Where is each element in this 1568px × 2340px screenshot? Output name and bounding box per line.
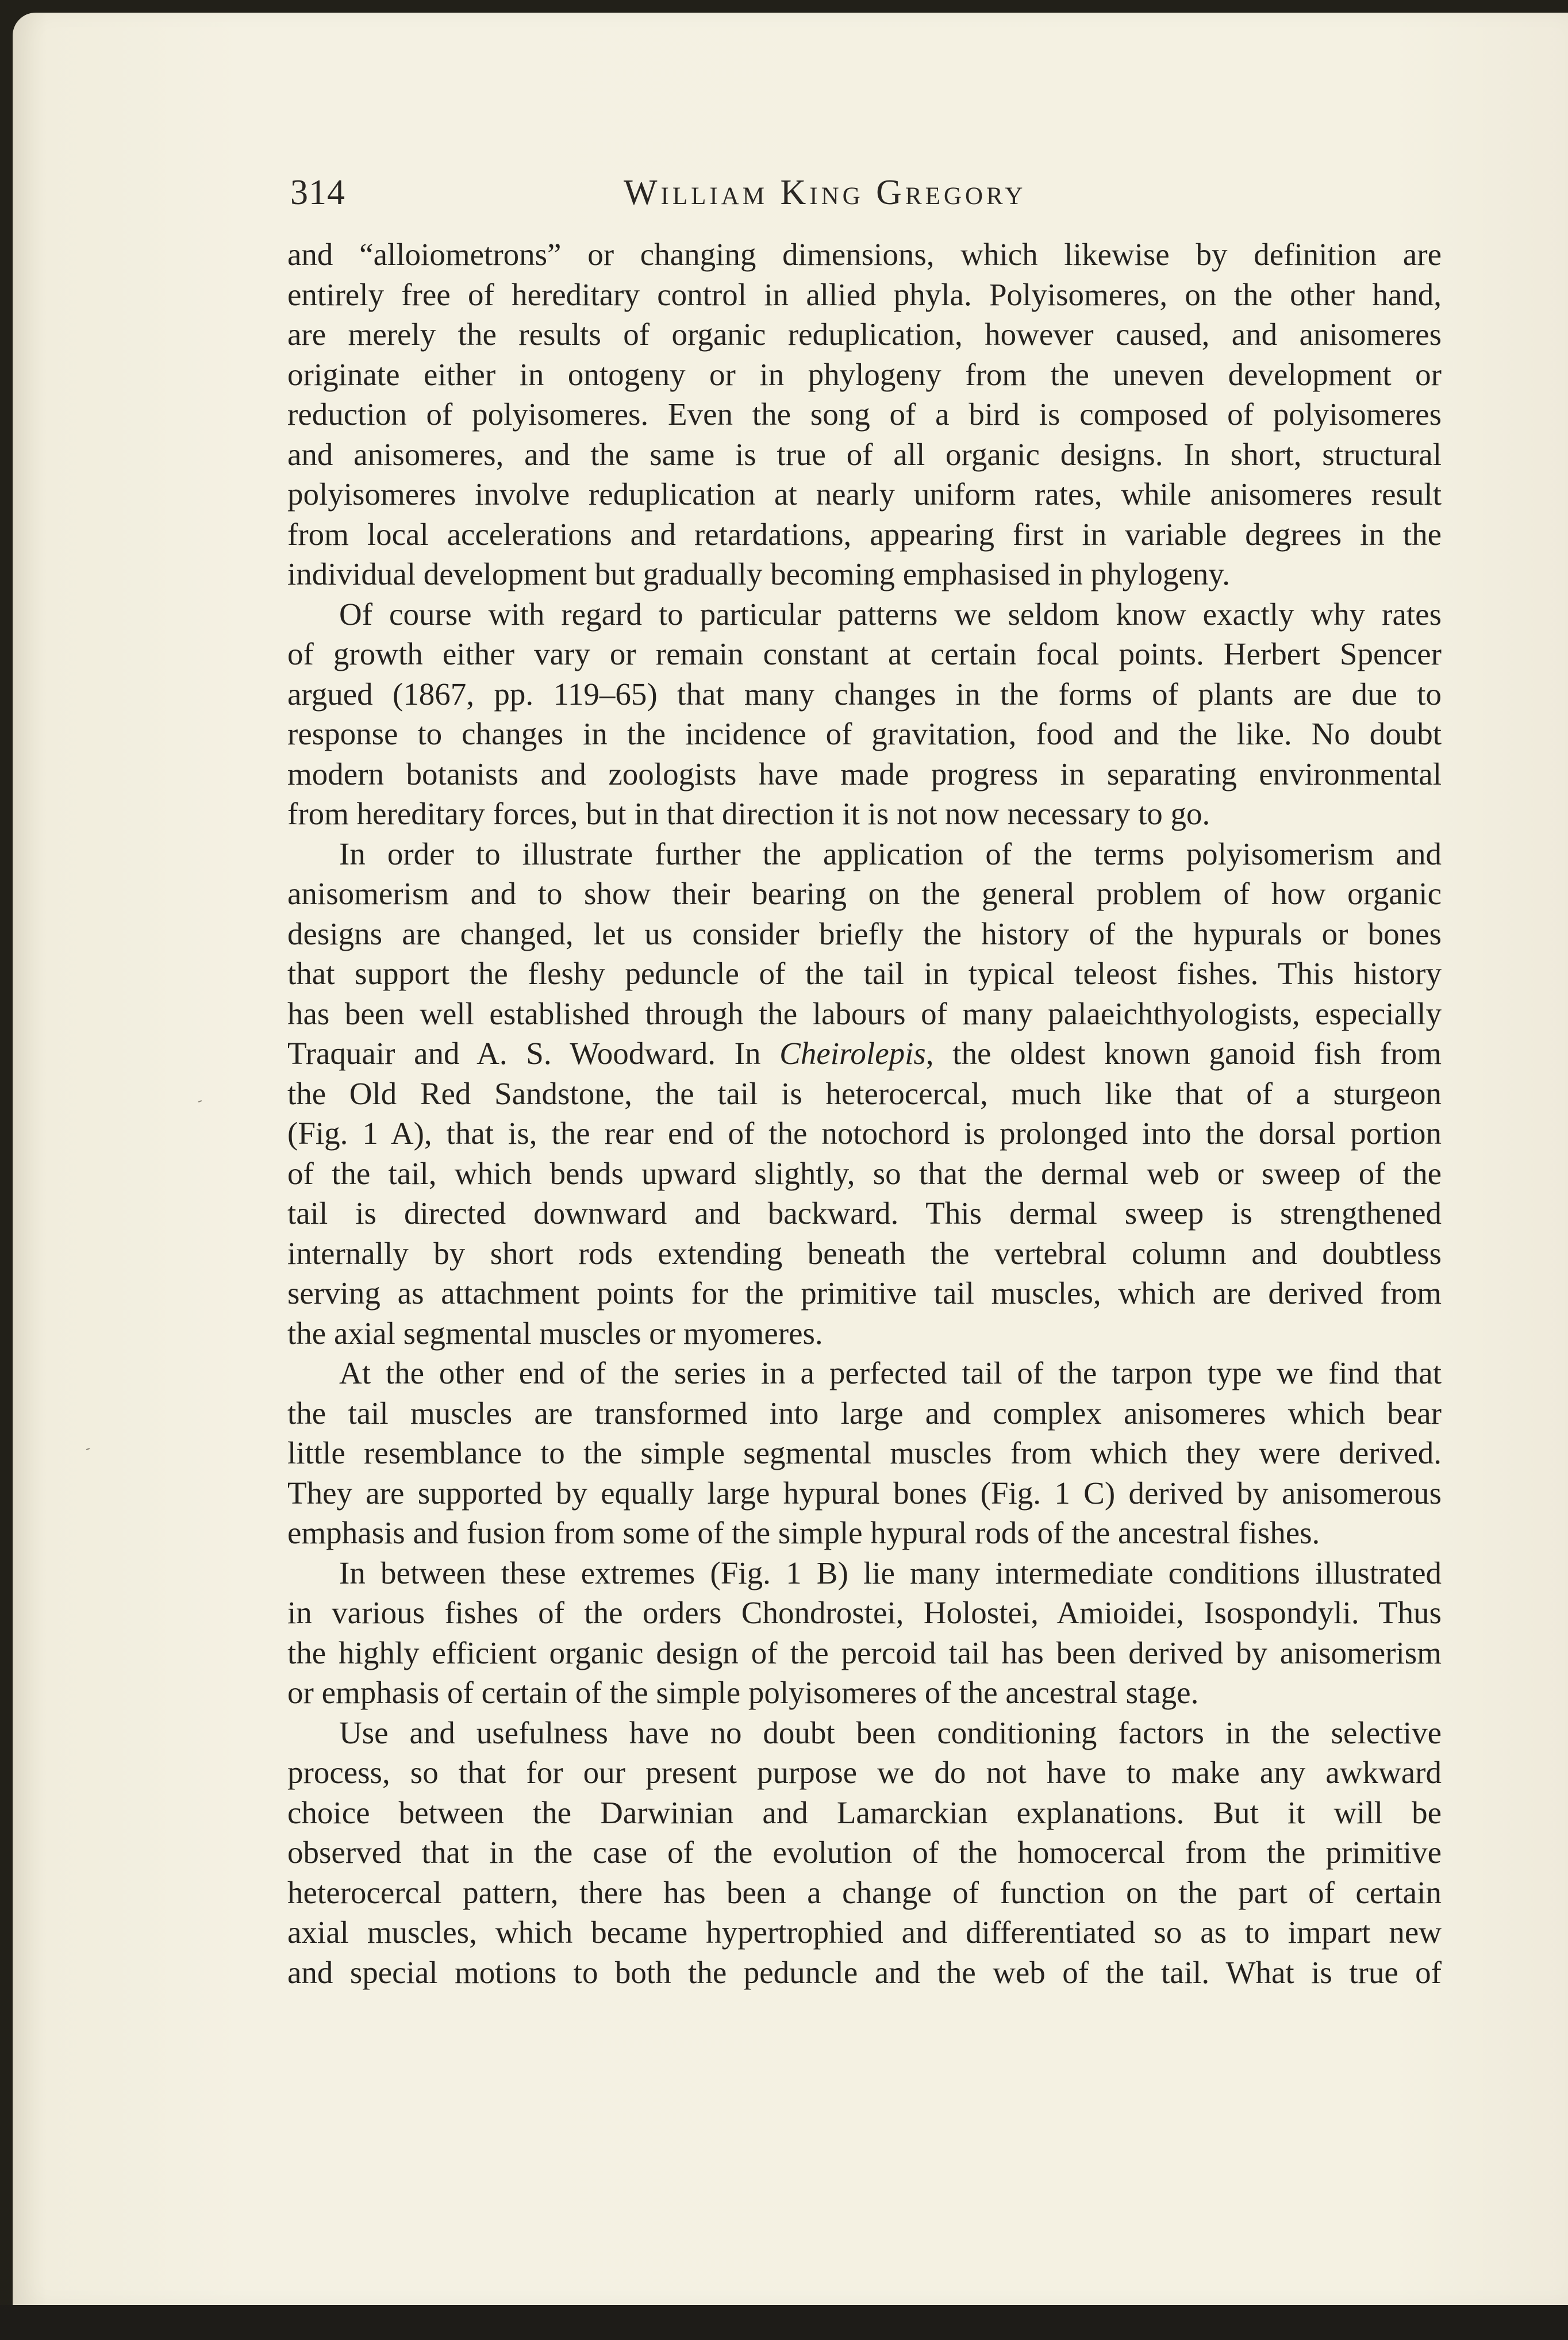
page-number: 314 [290,173,345,212]
text-line: (Fig. 1 A), that is, the rear end of the notochord is prolonged into the dorsal portion [287,1116,1442,1151]
paragraph [287,834,1442,1354]
text-line: of the tail, which bends upward slightly, so that the dermal web or sweep of the [287,1155,1442,1191]
text-line: In between these extremes (Fig. 1 B) lie many intermediate conditions illustrated [339,1555,1442,1590]
text-line: entirely free of hereditary control in allied phyla. Polyisomeres, on the other hand, [287,276,1442,312]
text-line: At the other end of the series in a perfected tail of the tarpon type we find that [339,1355,1442,1390]
text-line: process, so that for our present purpose we do not have to make any awkward [287,1755,1442,1790]
text-line: individual development but gradually becoming emphasised in phylogeny. [287,556,1230,591]
text-line: the Old Red Sandstone, the tail is heterocercal, much like that of a sturgeon [287,1075,1442,1111]
text-line: and special motions to both the peduncle and the web of the tail. What is true of [287,1954,1442,1990]
text-line: polyisomeres involve reduplication at nearly uniform rates, while anisomeres result [287,477,1442,512]
text-line: the axial segmental muscles or myomeres. [287,1315,823,1351]
text-line: the highly efficient organic design of the percoid tail has been derived by anisomerism [287,1635,1442,1670]
text-line: of growth either vary or remain constant at certain focal points. Herbert Spencer [287,636,1442,671]
text-line: axial muscles, which became hypertrophied and differentiated so as to impart new [287,1915,1442,1950]
text-line: tail is directed downward and backward. This dermal sweep is strengthened [287,1196,1442,1231]
italic-genus-name: Cheirolepis [779,1036,926,1071]
paragraph [287,1553,1442,1713]
text-line: emphasis and fusion from some of the simple hypural rods of the ancestral fishes. [287,1515,1320,1550]
text-line: argued (1867, pp. 119–65) that many changes in the forms of plants are due to [287,676,1442,712]
paragraph [287,1353,1442,1553]
text-line: little resemblance to the simple segmental muscles from which they were derived. [287,1435,1442,1470]
body-text [287,235,1442,1992]
text-line: from local accelerations and retardations, appearing first in variable degrees in the [287,516,1442,552]
text-line: internally by short rods extending beneath the vertebral column and doubtless [287,1235,1442,1271]
text-line: are merely the results of organic reduplication, however caused, and anisomeres [287,317,1442,352]
text-line: and “alloiometrons” or changing dimensions, which likewise by definition are [287,237,1442,272]
text-line: and anisomeres, and the same is true of all organic designs. In short, structural [287,436,1442,472]
text-line: serving as attachment points for the primitive tail muscles, which are derived from [287,1275,1442,1311]
paragraph [287,1713,1442,1993]
text-line: that support the fleshy peduncle of the tail in typical teleost fishes. This history [287,956,1442,991]
text-line: They are supported by equally large hypural bones (Fig. 1 C) derived by anisomerous [287,1475,1442,1511]
text-line: has been well established through the labours of many palaeichthyologists, especially [287,996,1442,1031]
text-line: the tail muscles are transformed into large and complex anisomeres which bear [287,1395,1442,1431]
text-line: reduction of polyisomeres. Even the song of a bird is composed of polyisomeres [287,397,1442,432]
text-line: observed that in the case of the evolution of the homocercal from the primitive [287,1835,1442,1870]
text-run: Traquair and A. S. Woodward. In [287,1036,780,1071]
text-line: heterocercal pattern, there has been a change of function on the part of certain [287,1874,1442,1910]
text-line: originate either in ontogeny or in phylogeny from the uneven development or [287,356,1442,392]
running-head [290,172,1290,224]
running-head-author: William King Gregory [624,173,1027,212]
text-line: choice between the Darwinian and Lamarckian explanations. But it will be [287,1795,1442,1830]
text-line: Of course with regard to particular patterns we seldom know exactly why rates [339,596,1442,632]
text-line: or emphasis of certain of the simple polyisomeres of the ancestral stage. [287,1675,1199,1710]
scan-bottom-edge [0,2305,1568,2340]
text-line: in various fishes of the orders Chondrostei, Holostei, Amioidei, Isospondyli. Thus [287,1595,1442,1630]
text-line-with-italic [287,1033,1442,1074]
text-line: In order to illustrate further the application of the terms polyisomerism and [339,836,1442,871]
text-line: modern botanists and zoologists have made progress in separating environmental [287,756,1442,791]
paragraph [287,235,1442,594]
text-line: from hereditary forces, but in that direction it is not now necessary to go. [287,796,1210,831]
text-line: response to changes in the incidence of gravitation, food and the like. No doubt [287,716,1442,751]
text-line: Use and usefulness have no doubt been conditioning factors in the selective [339,1715,1442,1750]
paragraph [287,594,1442,834]
text-line: designs are changed, let us consider briefly the history of the hypurals or bones [287,916,1442,951]
text-run: , the oldest known ganoid fish from [925,1036,1442,1071]
text-line: anisomerism and to show their bearing on the general problem of how organic [287,876,1442,911]
